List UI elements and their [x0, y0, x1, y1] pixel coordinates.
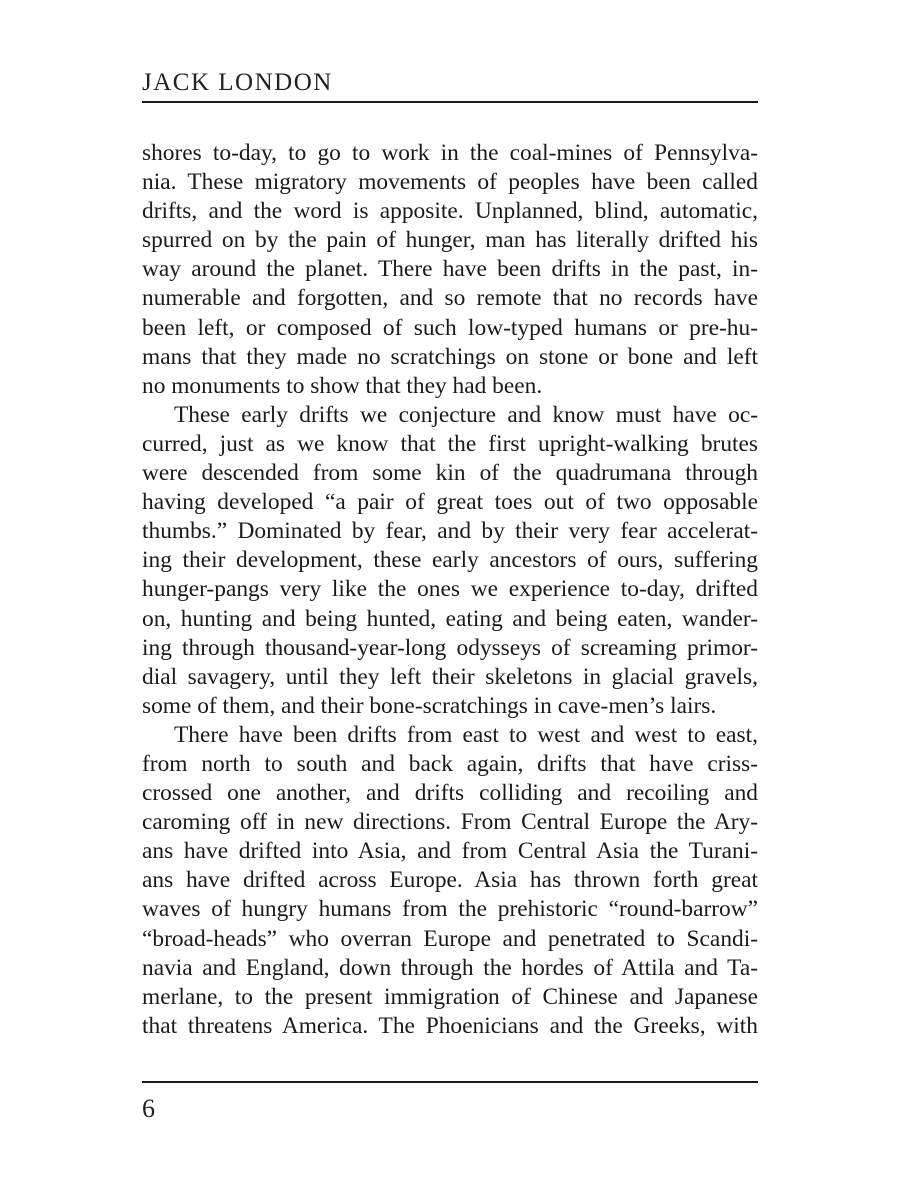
text-line: There have been drifts from east to west and west to east,	[174, 721, 758, 748]
text-line: hunger-pangs very like the ones we experience to-day, drifted	[142, 576, 758, 603]
page-number: 6	[142, 1094, 155, 1123]
text-line: dial savagery, until they left their skeletons in glacial gravels,	[142, 663, 758, 690]
text-line: thumbs.” Dominated by fear, and by their very fear accelerat-	[142, 518, 758, 545]
text-line: ans have drifted into Asia, and from Central Asia the Turani-	[142, 838, 758, 865]
text-line: navia and England, down through the hordes of Attila and Ta-	[142, 954, 758, 981]
header-rule	[142, 101, 758, 103]
paragraph-1	[142, 139, 758, 401]
running-head-title: JACK LONDON	[142, 69, 333, 96]
text-line: that threatens America. The Phoenicians and the Greeks, with	[142, 1012, 758, 1039]
text-line: spurred on by the pain of hunger, man has literally drifted his	[142, 227, 758, 254]
text-line: waves of hungry humans from the prehistoric “round-barrow”	[142, 896, 758, 923]
body-text	[142, 139, 758, 1041]
text-line: no monuments to show that they had been.	[142, 372, 543, 399]
paragraph-3	[142, 721, 758, 1041]
text-line: drifts, and the word is apposite. Unplanned, blind, automatic,	[142, 198, 758, 225]
text-line: nia. These migratory movements of peoples have been called	[142, 169, 758, 196]
paragraph-2	[142, 401, 758, 721]
text-line: These early drifts we conjecture and know must have oc-	[174, 401, 758, 428]
text-line: curred, just as we know that the first upright-walking brutes	[142, 430, 758, 457]
text-line: some of them, and their bone-scratchings in cave-men’s lairs.	[142, 692, 717, 719]
text-line: mans that they made no scratchings on stone or bone and left	[142, 343, 758, 370]
text-line: numerable and forgotten, and so remote that no records have	[142, 285, 758, 312]
text-line: ing their development, these early ancestors of ours, suffering	[142, 547, 758, 574]
text-line: on, hunting and being hunted, eating and being eaten, wander-	[142, 605, 758, 632]
text-line: ans have drifted across Europe. Asia has thrown forth great	[142, 867, 758, 894]
text-line: shores to-day, to go to work in the coal-mines of Pennsylva-	[142, 140, 758, 166]
text-line: from north to south and back again, drifts that have criss-	[142, 750, 758, 777]
text-line: were descended from some kin of the quadrumana through	[142, 460, 758, 487]
text-line: crossed one another, and drifts colliding and recoiling and	[142, 780, 758, 807]
text-line: merlane, to the present immigration of Chinese and Japanese	[142, 983, 758, 1010]
text-line: “broad-heads” who overran Europe and penetrated to Scandi-	[142, 925, 758, 952]
text-line: having developed “a pair of great toes out of two opposable	[142, 489, 758, 516]
text-line: caroming off in new directions. From Central Europe the Ary-	[142, 809, 758, 836]
text-line: way around the planet. There have been drifts in the past, in-	[142, 256, 758, 283]
text-line: been left, or composed of such low-typed humans or pre-hu-	[142, 314, 758, 341]
footer-rule	[142, 1081, 758, 1083]
text-line: ing through thousand-year-long odysseys of screaming primor-	[142, 634, 758, 661]
